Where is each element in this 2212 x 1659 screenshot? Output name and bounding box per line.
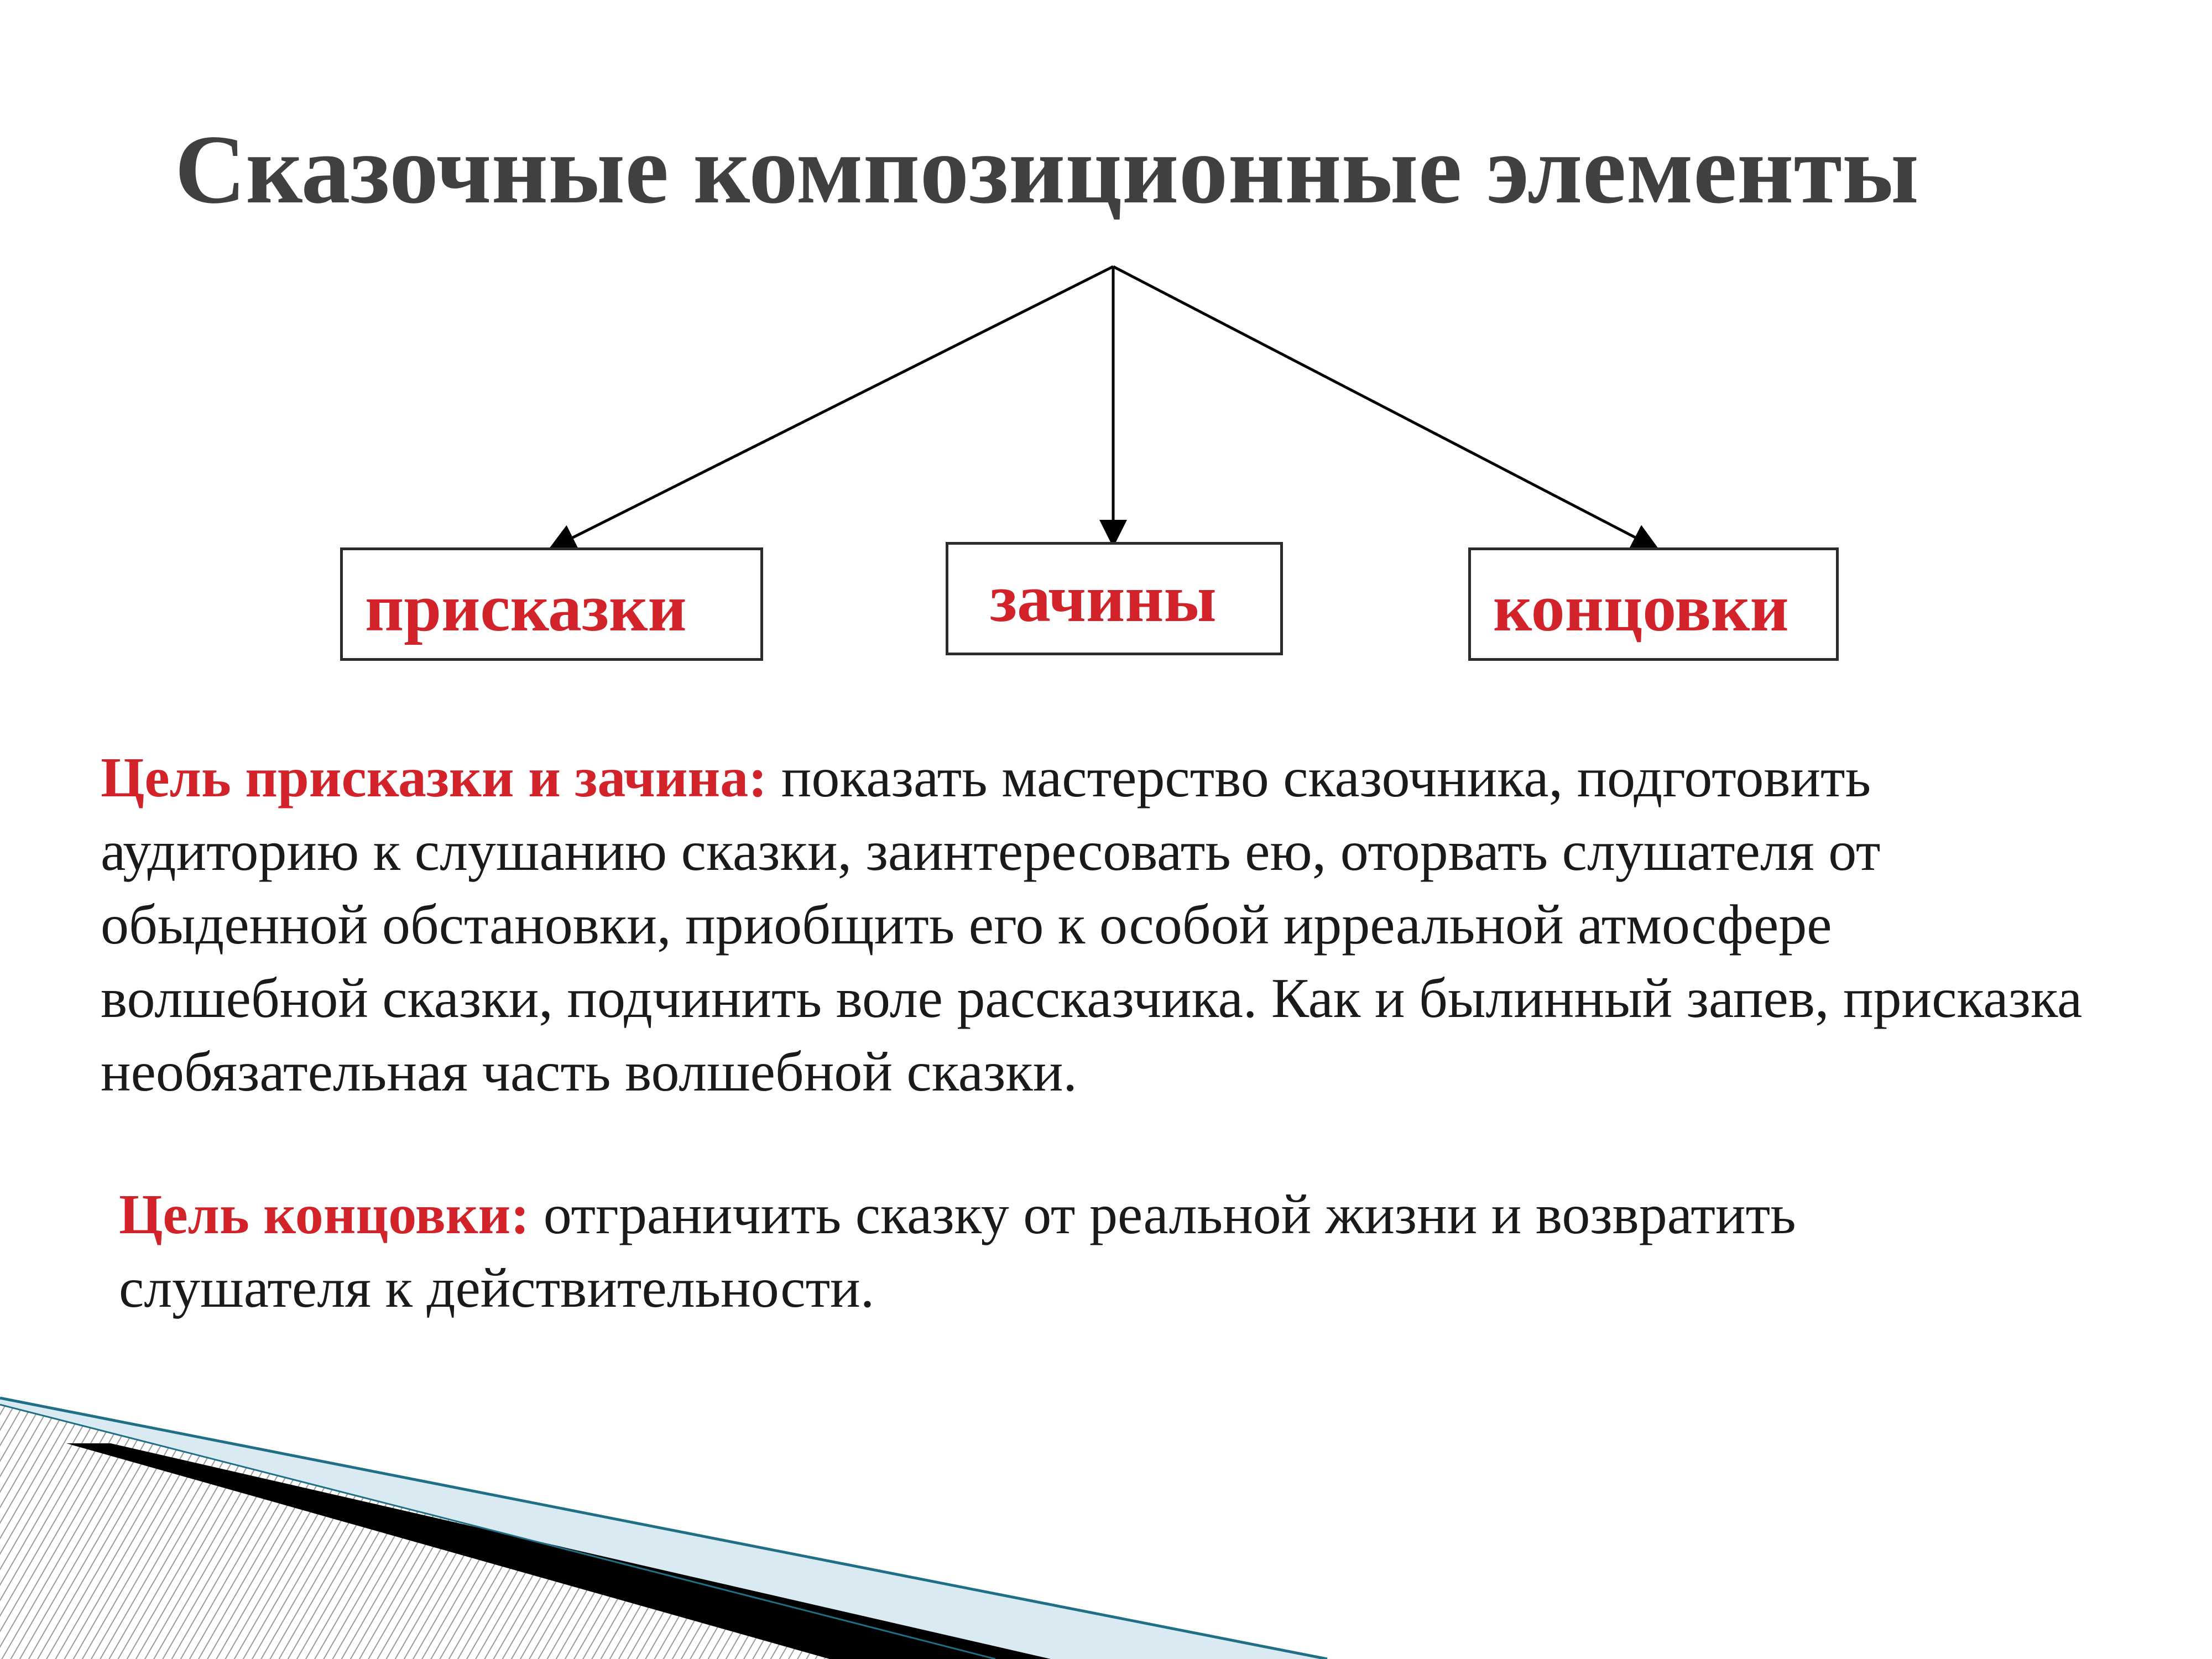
paragraph-kontsovka-goal-text: отграничить сказку от реальной жизни и возвратить слушателя к действительности. <box>119 1183 1796 1319</box>
paragraph-priskazka-goal-text: показать мастерство сказочника, подготовить аудиторию к слушанию сказки, заинтересовать ею, оторвать слушателя от обыденной обстановки, приобщить его к особой ирреальной атмосфере волшебной сказки, подчинить воле рассказчика. Как и былинный запев, присказка необязательная часть волшебной сказки. <box>101 747 2083 1103</box>
box-kontsovki-label: концовки <box>1493 571 1789 645</box>
decorative-stripes <box>0 1383 2212 1659</box>
paragraph-kontsovka-goal-label: Цель концовки: <box>119 1183 530 1246</box>
box-priskazki <box>340 547 763 661</box>
box-zachiny-label: зачины <box>990 561 1217 636</box>
paragraph-priskazka-goal <box>101 741 2091 1109</box>
paragraph-kontsovka-goal <box>119 1178 1999 1325</box>
box-priskazki-label: присказки <box>365 571 687 645</box>
box-kontsovki <box>1468 547 1839 661</box>
arrow-to-right-box <box>1113 267 1655 547</box>
arrow-to-left-box <box>553 267 1113 547</box>
page-title: Сказочные композиционные элементы <box>175 114 1919 224</box>
box-zachiny <box>946 542 1283 655</box>
paragraph-priskazka-goal-label: Цель присказки и зачина: <box>101 747 768 809</box>
